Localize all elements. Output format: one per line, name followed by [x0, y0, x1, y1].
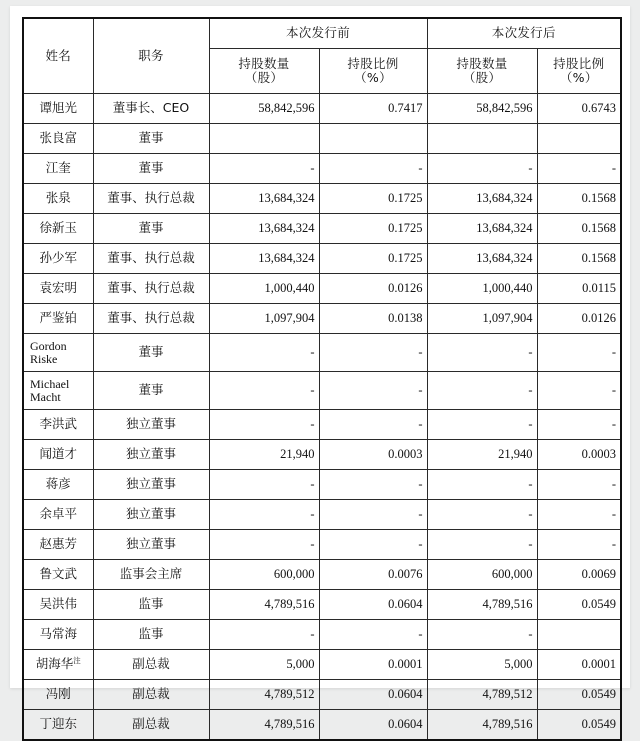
- cell-title: 独立董事: [93, 440, 209, 470]
- cell-pre-quantity: 5,000: [209, 650, 319, 680]
- cell-name: 丁迎东: [23, 710, 93, 741]
- cell-post-percent: -: [537, 410, 621, 440]
- cell-post-quantity: 5,000: [427, 650, 537, 680]
- cell-pre-percent: 0.0138: [319, 304, 427, 334]
- cell-pre-quantity: 58,842,596: [209, 94, 319, 124]
- column-header-post-quantity-line2: （股）: [462, 70, 502, 85]
- cell-post-quantity: -: [427, 372, 537, 410]
- cell-post-quantity: 600,000: [427, 560, 537, 590]
- cell-title: 独立董事: [93, 530, 209, 560]
- cell-post-percent: 0.1568: [537, 184, 621, 214]
- cell-pre-quantity: -: [209, 620, 319, 650]
- cell-post-percent: -: [537, 500, 621, 530]
- cell-post-quantity: -: [427, 334, 537, 372]
- cell-name: 孙少军: [23, 244, 93, 274]
- cell-post-quantity: 1,097,904: [427, 304, 537, 334]
- cell-name: 赵惠芳: [23, 530, 93, 560]
- cell-title: 监事会主席: [93, 560, 209, 590]
- cell-pre-quantity: -: [209, 372, 319, 410]
- table-row: [23, 440, 621, 470]
- cell-pre-percent: -: [319, 372, 427, 410]
- document-page: [10, 6, 630, 732]
- table-row: [23, 650, 621, 680]
- cell-title: 董事: [93, 334, 209, 372]
- cell-pre-quantity: 13,684,324: [209, 184, 319, 214]
- cell-post-percent: 0.0126: [537, 304, 621, 334]
- table-row: [23, 470, 621, 500]
- cell-pre-percent: 0.0003: [319, 440, 427, 470]
- column-header-pre-quantity-line1: 持股数量: [238, 55, 290, 71]
- cell-title: 董事: [93, 124, 209, 154]
- cell-post-quantity: -: [427, 470, 537, 500]
- cell-title: 董事、执行总裁: [93, 304, 209, 334]
- table-row: [23, 500, 621, 530]
- column-header-pre-quantity: [209, 49, 319, 94]
- cell-name: 鲁文武: [23, 560, 93, 590]
- cell-title: 监事: [93, 590, 209, 620]
- cell-pre-quantity: 4,789,516: [209, 590, 319, 620]
- cell-pre-quantity: -: [209, 154, 319, 184]
- cell-post-percent: -: [537, 154, 621, 184]
- table-row: [23, 184, 621, 214]
- cell-name: 徐新玉: [23, 214, 93, 244]
- cell-pre-percent: -: [319, 500, 427, 530]
- cell-pre-percent: 0.1725: [319, 214, 427, 244]
- cell-post-quantity: 4,789,516: [427, 590, 537, 620]
- cell-name: 张良富: [23, 124, 93, 154]
- table-row: [23, 410, 621, 440]
- table-row: [23, 244, 621, 274]
- table-row: [23, 530, 621, 560]
- cell-name: 冯刚: [23, 680, 93, 710]
- cell-post-percent: -: [537, 334, 621, 372]
- cell-pre-percent: 0.0126: [319, 274, 427, 304]
- cell-post-percent: 0.0115: [537, 274, 621, 304]
- table-header: [23, 18, 621, 94]
- cell-pre-percent: -: [319, 470, 427, 500]
- column-group-header-before-issuance: 本次发行前: [209, 18, 427, 49]
- cell-name: 余卓平: [23, 500, 93, 530]
- shareholding-table: [22, 17, 622, 741]
- cell-name: 李洪武: [23, 410, 93, 440]
- cell-title: 董事: [93, 372, 209, 410]
- cell-name: 闻道才: [23, 440, 93, 470]
- cell-name: 胡海华$^注$: [23, 650, 93, 680]
- cell-pre-quantity: -: [209, 500, 319, 530]
- table-header-row-groups: [23, 18, 621, 49]
- cell-name: Gordon Riske: [23, 334, 93, 372]
- cell-post-quantity: 21,940: [427, 440, 537, 470]
- cell-title: 董事、执行总裁: [93, 244, 209, 274]
- cell-name: 江奎: [23, 154, 93, 184]
- cell-name: 谭旭光: [23, 94, 93, 124]
- table-row: [23, 680, 621, 710]
- cell-post-quantity: 13,684,324: [427, 244, 537, 274]
- cell-pre-quantity: -: [209, 334, 319, 372]
- column-header-name: 姓名: [23, 18, 93, 94]
- shareholding-table-container: [22, 17, 620, 741]
- footnote-marker: 注: [73, 656, 81, 666]
- cell-pre-quantity: 21,940: [209, 440, 319, 470]
- table-row: [23, 154, 621, 184]
- cell-title: 监事: [93, 620, 209, 650]
- cell-pre-percent: 0.1725: [319, 184, 427, 214]
- cell-pre-percent: -: [319, 410, 427, 440]
- cell-post-quantity: 58,842,596: [427, 94, 537, 124]
- column-header-post-percent-line2: （%）: [559, 70, 598, 85]
- column-header-pre-percent-line1: 持股比例: [347, 55, 399, 71]
- cell-title: 董事: [93, 214, 209, 244]
- column-header-post-quantity-line1: 持股数量: [456, 55, 508, 71]
- cell-title: 董事、执行总裁: [93, 184, 209, 214]
- table-row: [23, 304, 621, 334]
- cell-post-quantity: 4,789,512: [427, 680, 537, 710]
- cell-post-percent: -: [537, 530, 621, 560]
- cell-pre-percent: 0.0604: [319, 590, 427, 620]
- cell-title: 董事、执行总裁: [93, 274, 209, 304]
- cell-post-quantity: [427, 124, 537, 154]
- cell-post-percent: 0.0549: [537, 590, 621, 620]
- cell-post-percent: [537, 124, 621, 154]
- cell-title: 独立董事: [93, 470, 209, 500]
- cell-post-percent: 0.6743: [537, 94, 621, 124]
- table-row: [23, 94, 621, 124]
- column-group-header-after-issuance: 本次发行后: [427, 18, 621, 49]
- table-row: [23, 334, 621, 372]
- cell-post-percent: 0.0001: [537, 650, 621, 680]
- cell-pre-quantity: -: [209, 470, 319, 500]
- column-header-pre-percent-line2: （%）: [354, 70, 392, 85]
- table-row: [23, 620, 621, 650]
- cell-pre-quantity: -: [209, 410, 319, 440]
- column-header-post-percent: [537, 49, 621, 94]
- table-row: [23, 124, 621, 154]
- cell-name: 吴洪伟: [23, 590, 93, 620]
- column-header-pre-quantity-line2: （股）: [244, 70, 284, 85]
- cell-post-quantity: 4,789,516: [427, 710, 537, 741]
- cell-pre-percent: -: [319, 334, 427, 372]
- cell-pre-quantity: 13,684,324: [209, 214, 319, 244]
- cell-title: 董事长、CEO: [93, 94, 209, 124]
- cell-pre-percent: [319, 124, 427, 154]
- cell-pre-quantity: [209, 124, 319, 154]
- cell-pre-percent: 0.0001: [319, 650, 427, 680]
- cell-post-quantity: -: [427, 530, 537, 560]
- cell-title: 独立董事: [93, 410, 209, 440]
- cell-pre-quantity: 1,097,904: [209, 304, 319, 334]
- cell-post-quantity: 13,684,324: [427, 214, 537, 244]
- cell-name: 张泉: [23, 184, 93, 214]
- table-row: [23, 560, 621, 590]
- cell-post-percent: -: [537, 372, 621, 410]
- cell-name: 严鉴铂: [23, 304, 93, 334]
- column-header-pre-percent: [319, 49, 427, 94]
- cell-post-quantity: -: [427, 154, 537, 184]
- cell-post-quantity: 1,000,440: [427, 274, 537, 304]
- cell-post-quantity: -: [427, 500, 537, 530]
- column-header-post-quantity: [427, 49, 537, 94]
- cell-pre-percent: -: [319, 530, 427, 560]
- cell-post-percent: 0.0549: [537, 680, 621, 710]
- table-row: [23, 214, 621, 244]
- cell-pre-quantity: 4,789,512: [209, 680, 319, 710]
- cell-post-quantity: -: [427, 620, 537, 650]
- cell-pre-percent: -: [319, 154, 427, 184]
- cell-title: 副总裁: [93, 680, 209, 710]
- table-row: [23, 590, 621, 620]
- cell-pre-percent: 0.1725: [319, 244, 427, 274]
- cell-title: 副总裁: [93, 710, 209, 741]
- cell-post-percent: 0.1568: [537, 214, 621, 244]
- cell-name: 袁宏明: [23, 274, 93, 304]
- cell-title: 独立董事: [93, 500, 209, 530]
- cell-post-quantity: -: [427, 410, 537, 440]
- column-header-post-percent-line1: 持股比例: [553, 55, 605, 71]
- cell-pre-quantity: 600,000: [209, 560, 319, 590]
- cell-pre-percent: 0.0604: [319, 680, 427, 710]
- cell-post-percent: 0.0069: [537, 560, 621, 590]
- cell-pre-quantity: 13,684,324: [209, 244, 319, 274]
- cell-name: 马常海: [23, 620, 93, 650]
- cell-post-percent: 0.0003: [537, 440, 621, 470]
- cell-name: 蒋彦: [23, 470, 93, 500]
- cell-title: 副总裁: [93, 650, 209, 680]
- cell-pre-percent: 0.0076: [319, 560, 427, 590]
- table-row: [23, 372, 621, 410]
- table-row: [23, 274, 621, 304]
- cell-pre-percent: -: [319, 620, 427, 650]
- cell-pre-percent: 0.7417: [319, 94, 427, 124]
- cell-pre-quantity: -: [209, 530, 319, 560]
- cell-post-percent: 0.0549: [537, 710, 621, 741]
- column-header-title: 职务: [93, 18, 209, 94]
- cell-pre-percent: 0.0604: [319, 710, 427, 741]
- table-row: [23, 710, 621, 741]
- cell-pre-quantity: 1,000,440: [209, 274, 319, 304]
- cell-post-percent: -: [537, 470, 621, 500]
- table-body: [23, 94, 621, 741]
- cell-pre-quantity: 4,789,516: [209, 710, 319, 741]
- cell-post-percent: 0.1568: [537, 244, 621, 274]
- cell-title: 董事: [93, 154, 209, 184]
- cell-post-percent: [537, 620, 621, 650]
- cell-post-quantity: 13,684,324: [427, 184, 537, 214]
- cell-name: Michael Macht: [23, 372, 93, 410]
